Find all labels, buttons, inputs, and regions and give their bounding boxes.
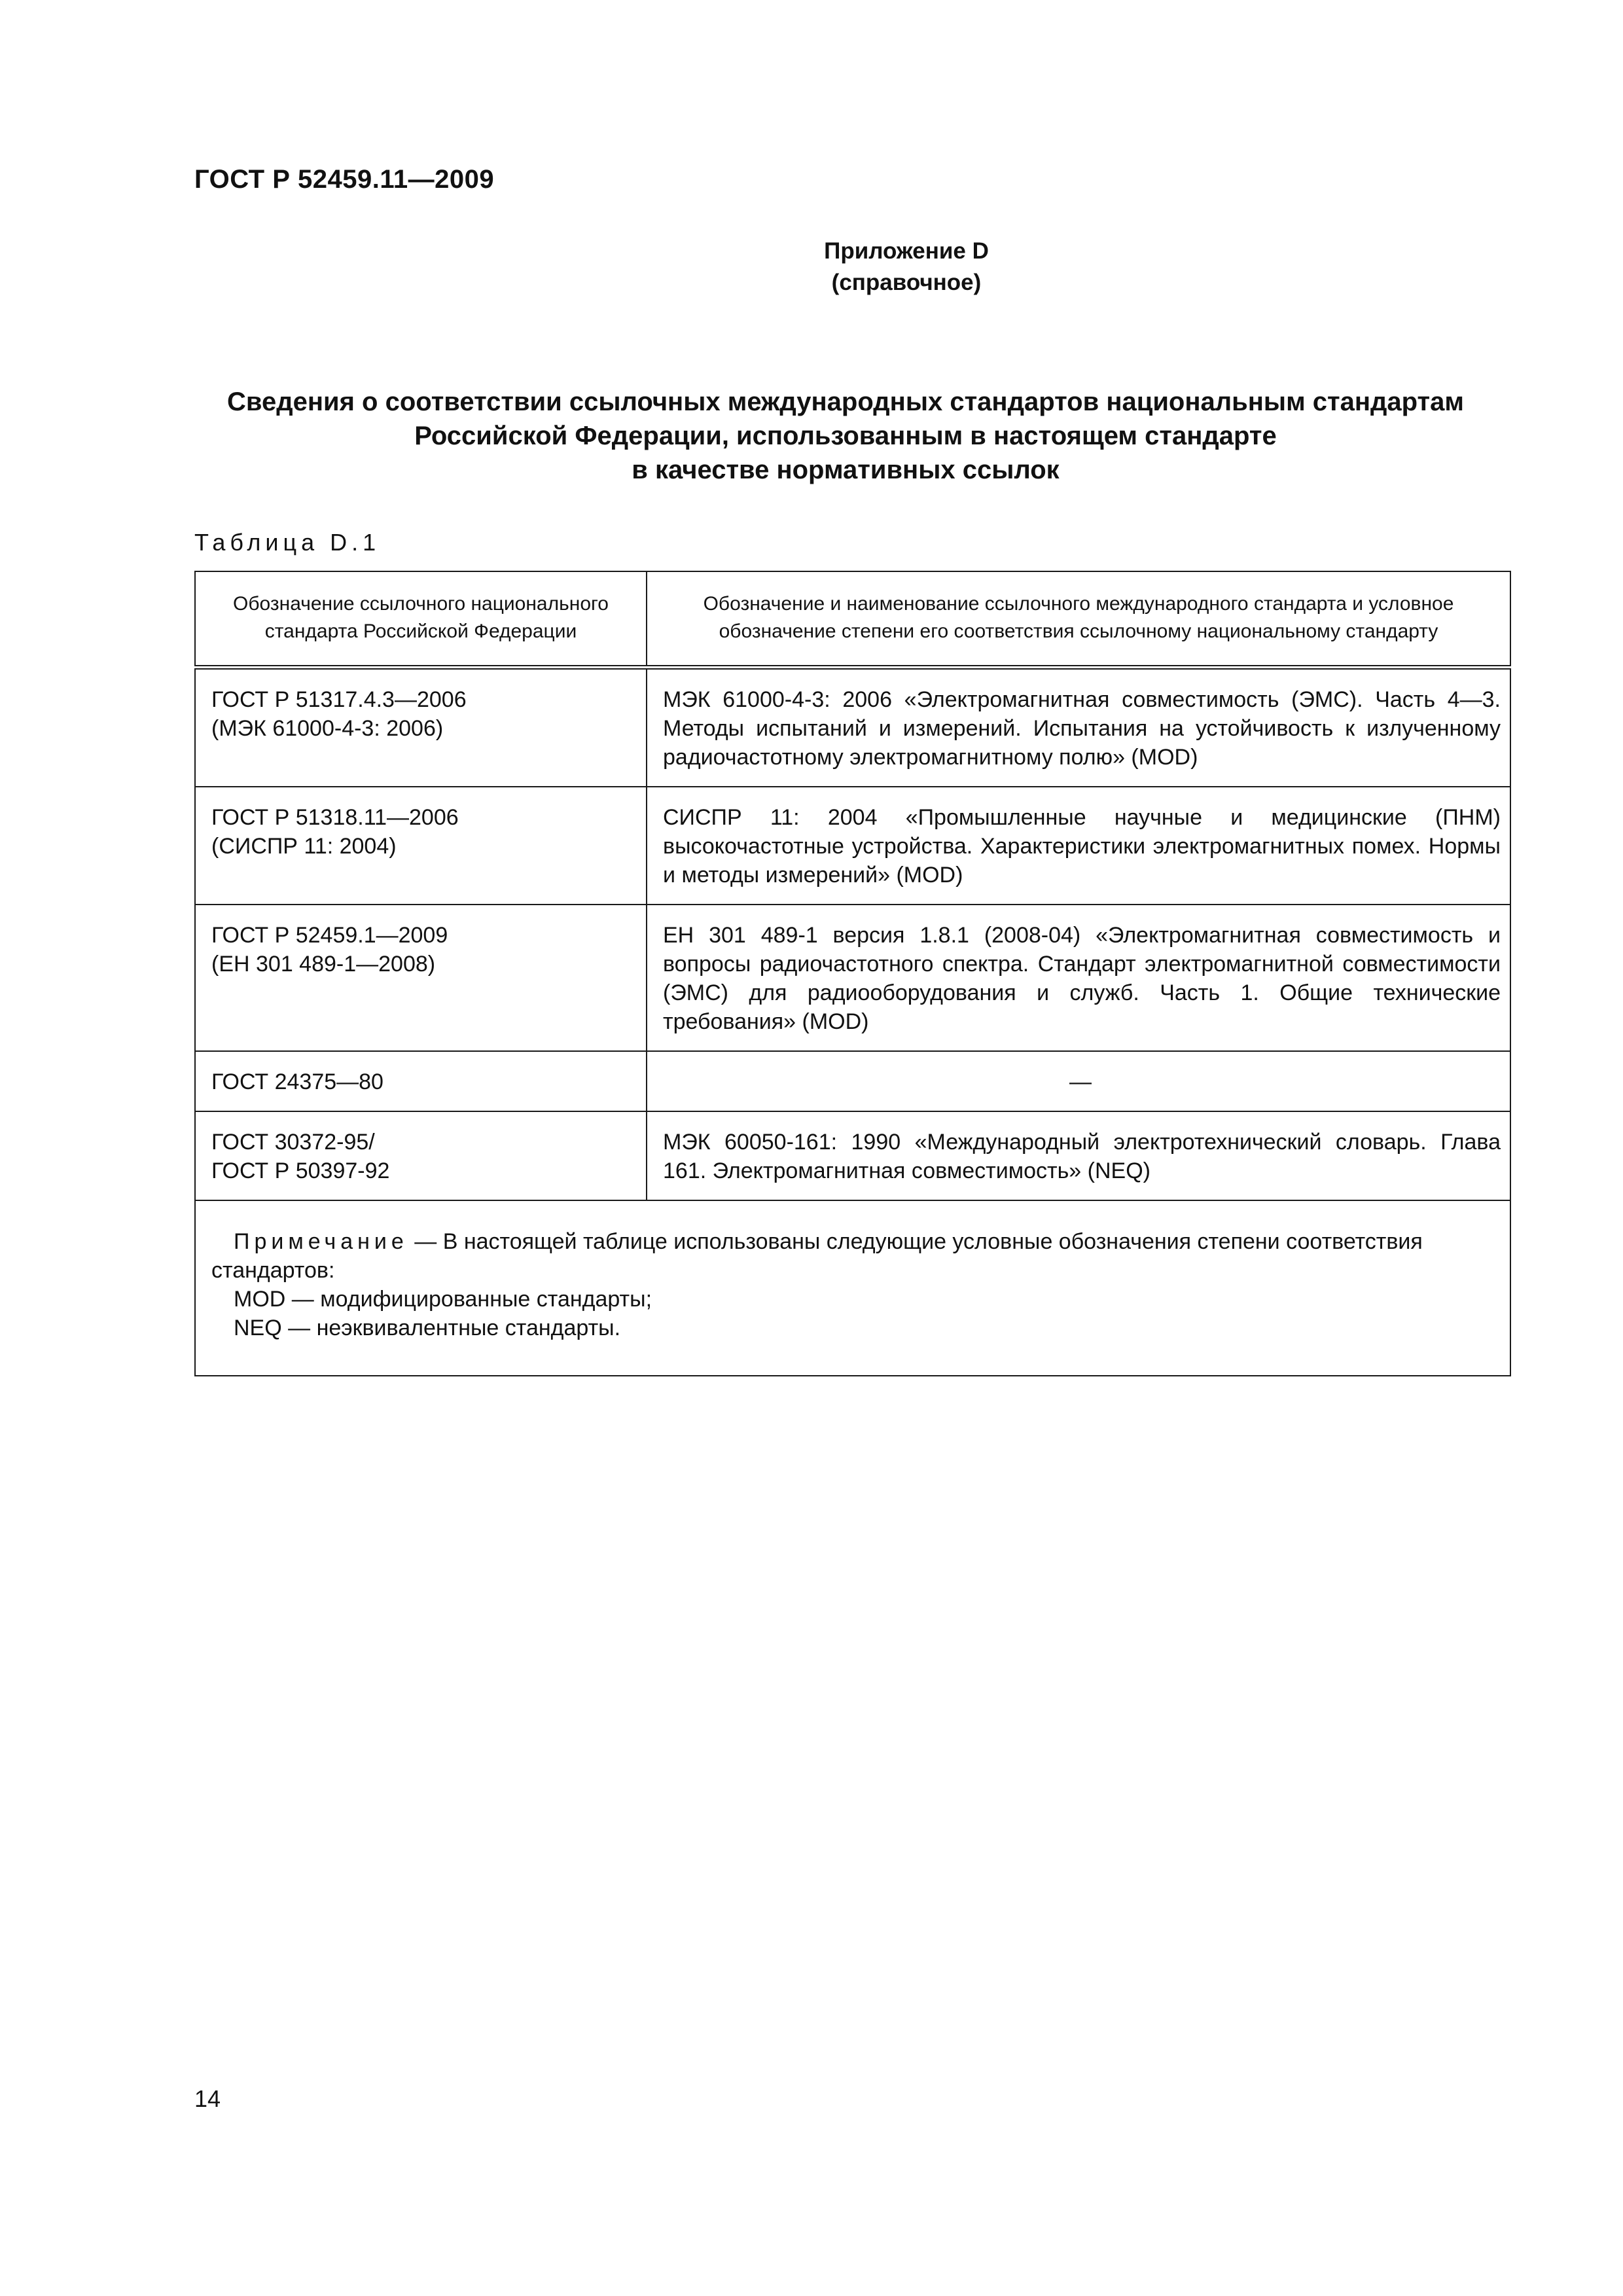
national-standard-cell	[195, 668, 647, 787]
table-row	[195, 1051, 1510, 1111]
heading-line-1: Сведения о соответствии ссылочных международных стандартов национальным стандартам	[227, 387, 1464, 416]
table-label: Таблица D.1	[194, 529, 381, 556]
note-item-mod: MOD — модифицированные стандарты;	[234, 1287, 652, 1312]
heading-line-2: Российской Федерации, использованным в настоящем стандарте	[414, 422, 1277, 450]
international-standard-cell: СИСПР 11: 2004 «Промышленные научные и медицинские (ПНМ) высокочастотные устройства. Характеристики электромагнитных помех. Нормы и методы измерений» (MOD)	[647, 787, 1510, 905]
national-equivalent: (МЭК 61000-4-3: 2006)	[211, 716, 444, 741]
international-standard-cell: —	[647, 1051, 1510, 1111]
note-text: — В настоящей таблице использованы следующие условные обозначения степени соответствия стандартов:	[211, 1229, 1423, 1283]
national-standard-cell	[195, 1111, 647, 1200]
header-international-standard: Обозначение и наименование ссылочного международного стандарта и условное обозначение степени его соответствия ссылочному национальному стандарту	[647, 571, 1510, 668]
international-standard-cell: МЭК 61000-4-3: 2006 «Электромагнитная совместимость (ЭМС). Часть 4—3. Методы испытаний и измерений. Испытания на устойчивость к излученному радиочастотному электромагнитному полю» (MOD)	[647, 668, 1510, 787]
annex-title-block	[0, 236, 1623, 298]
table-row	[195, 787, 1510, 905]
table-row	[195, 905, 1510, 1051]
national-code: ГОСТ Р 51318.11—2006	[211, 805, 459, 830]
table-row	[195, 668, 1510, 787]
international-standard-cell: ЕН 301 489-1 версия 1.8.1 (2008-04) «Электромагнитная совместимость и вопросы радиочастотного спектра. Стандарт электромагнитной совместимости (ЭМС) для радиооборудования и служб. Часть 1. Общие технические требования» (MOD)	[647, 905, 1510, 1051]
national-equivalent: ГОСТ Р 50397-92	[211, 1158, 390, 1183]
national-code: ГОСТ Р 52459.1—2009	[211, 923, 448, 948]
table-header-row	[195, 571, 1510, 668]
national-code: ГОСТ 24375—80	[211, 1069, 383, 1094]
national-code: ГОСТ 30372-95/	[211, 1130, 375, 1155]
page-number: 14	[194, 2085, 221, 2112]
table-note-row	[195, 1200, 1510, 1376]
national-standard-cell	[195, 787, 647, 905]
document-code: ГОСТ Р 52459.11—2009	[194, 165, 495, 194]
table-row	[195, 1111, 1510, 1200]
section-heading	[194, 385, 1497, 487]
national-equivalent: (ЕН 301 489-1—2008)	[211, 952, 436, 977]
header-national-standard: Обозначение ссылочного национального стандарта Российской Федерации	[195, 571, 647, 668]
heading-line-3: в качестве нормативных ссылок	[632, 456, 1060, 484]
table-note	[195, 1200, 1510, 1376]
international-standard-cell: МЭК 60050-161: 1990 «Международный электротехнический словарь. Глава 161. Электромагнитная совместимость» (NEQ)	[647, 1111, 1510, 1200]
national-standard-cell	[195, 905, 647, 1051]
annex-kind: (справочное)	[831, 270, 982, 295]
national-standard-cell	[195, 1051, 647, 1111]
reference-standards-table	[194, 571, 1511, 1376]
note-label: Примечание	[234, 1229, 408, 1254]
national-code: ГОСТ Р 51317.4.3—2006	[211, 687, 467, 712]
national-equivalent: (СИСПР 11: 2004)	[211, 834, 397, 859]
annex-title: Приложение D	[824, 238, 989, 264]
note-lead	[211, 1229, 1423, 1283]
note-item-neq: NEQ — неэквивалентные стандарты.	[234, 1316, 621, 1340]
